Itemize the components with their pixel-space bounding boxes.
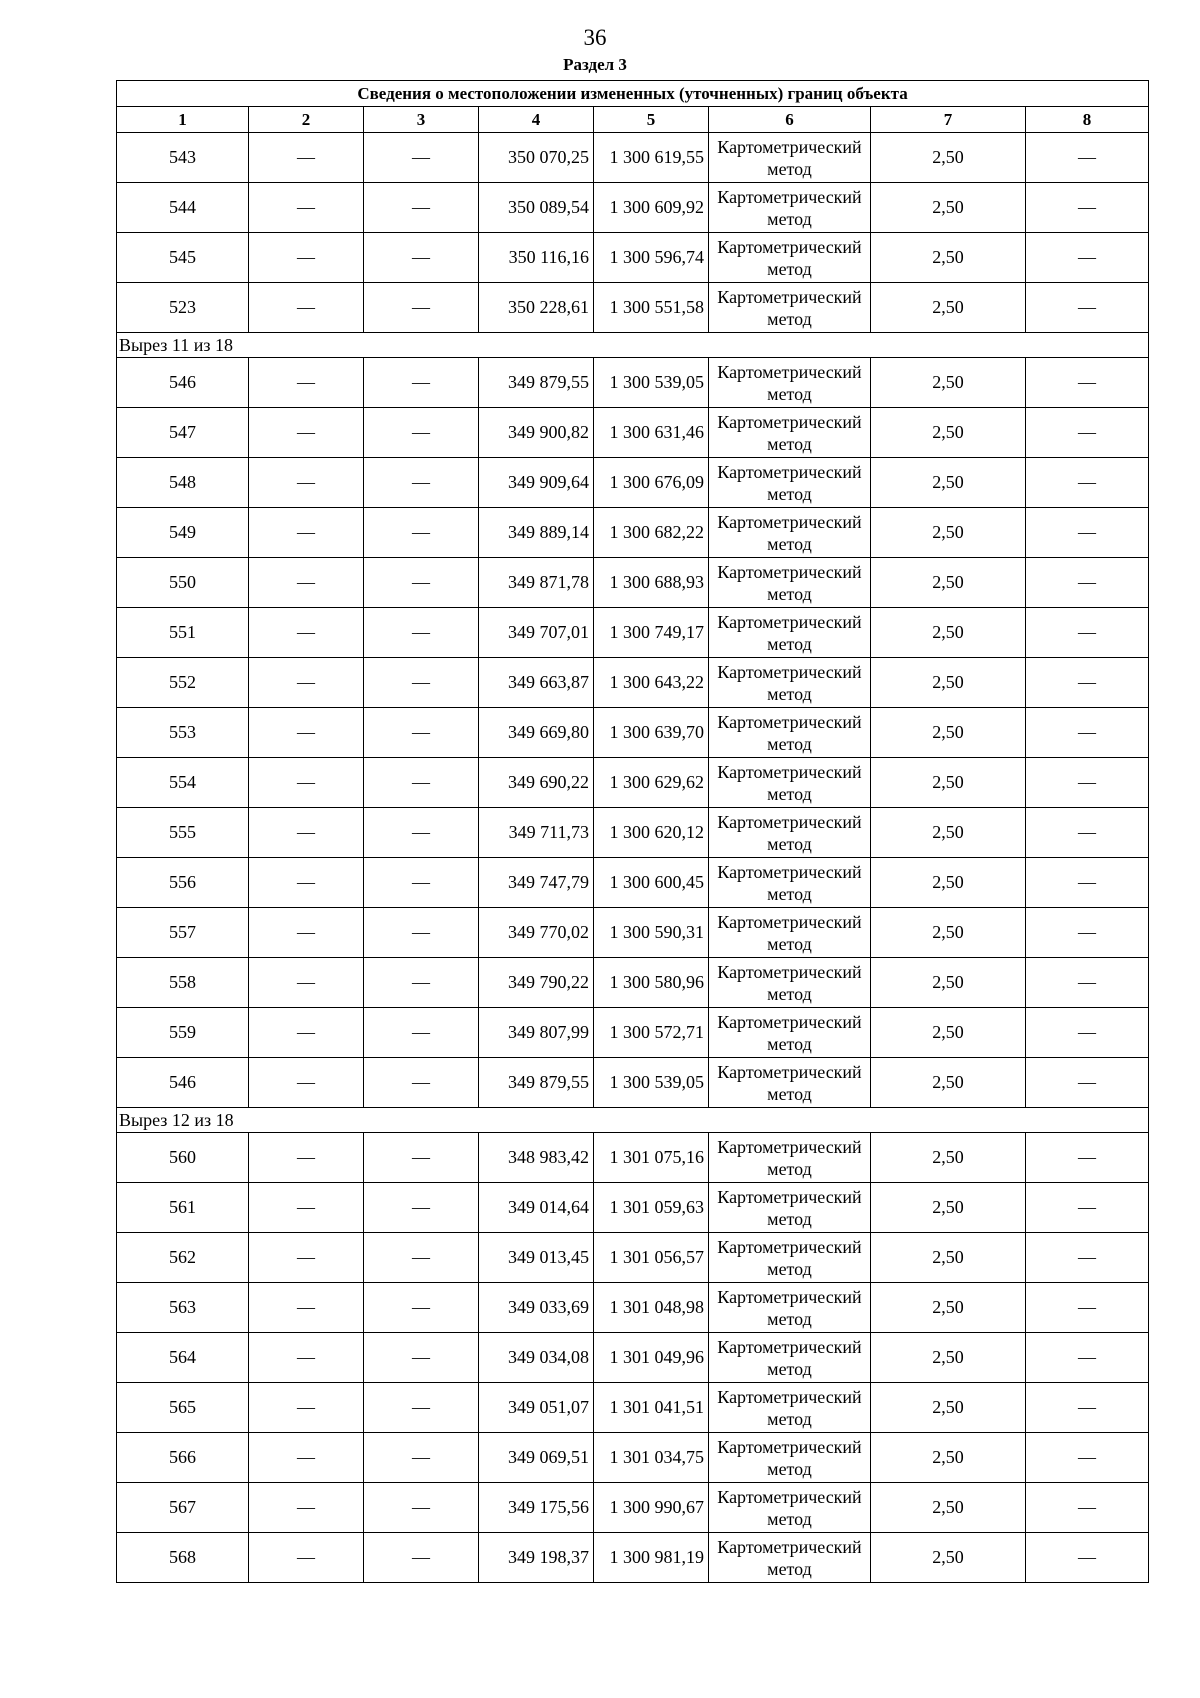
col8-cell: — <box>1026 1483 1149 1533</box>
point-number-cell: 564 <box>117 1333 249 1383</box>
table-row <box>117 658 1149 708</box>
x-coordinate-cell: 349 889,14 <box>479 508 594 558</box>
x-coordinate-cell: 349 663,87 <box>479 658 594 708</box>
column-header: 1 <box>117 107 249 133</box>
point-number-cell: 568 <box>117 1533 249 1583</box>
col8-cell: — <box>1026 608 1149 658</box>
x-coordinate-cell: 349 747,79 <box>479 858 594 908</box>
col3-cell: — <box>364 1283 479 1333</box>
col3-cell: — <box>364 808 479 858</box>
col8-cell: — <box>1026 1433 1149 1483</box>
y-coordinate-cell: 1 300 590,31 <box>594 908 709 958</box>
col3-cell: — <box>364 1433 479 1483</box>
col2-cell: — <box>249 1133 364 1183</box>
group-label-row <box>117 333 1149 358</box>
accuracy-cell: 2,50 <box>871 1283 1026 1333</box>
x-coordinate-cell: 349 034,08 <box>479 1333 594 1383</box>
col2-cell: — <box>249 558 364 608</box>
point-number-cell: 545 <box>117 233 249 283</box>
y-coordinate-cell: 1 301 034,75 <box>594 1433 709 1483</box>
col2-cell: — <box>249 1533 364 1583</box>
accuracy-cell: 2,50 <box>871 558 1026 608</box>
y-coordinate-cell: 1 300 990,67 <box>594 1483 709 1533</box>
accuracy-cell: 2,50 <box>871 1483 1026 1533</box>
table-row <box>117 1183 1149 1233</box>
point-number-cell: 561 <box>117 1183 249 1233</box>
y-coordinate-cell: 1 300 619,55 <box>594 133 709 183</box>
table-caption-row <box>117 81 1149 107</box>
method-cell: Картометрический метод <box>709 1433 871 1483</box>
x-coordinate-cell: 350 070,25 <box>479 133 594 183</box>
col2-cell: — <box>249 1183 364 1233</box>
accuracy-cell: 2,50 <box>871 608 1026 658</box>
point-number-cell: 546 <box>117 1058 249 1108</box>
table-row <box>117 1283 1149 1333</box>
x-coordinate-cell: 348 983,42 <box>479 1133 594 1183</box>
col2-cell: — <box>249 758 364 808</box>
col2-cell: — <box>249 958 364 1008</box>
x-coordinate-cell: 349 198,37 <box>479 1533 594 1583</box>
accuracy-cell: 2,50 <box>871 958 1026 1008</box>
accuracy-cell: 2,50 <box>871 183 1026 233</box>
accuracy-cell: 2,50 <box>871 1058 1026 1108</box>
x-coordinate-cell: 349 669,80 <box>479 708 594 758</box>
accuracy-cell: 2,50 <box>871 1433 1026 1483</box>
col3-cell: — <box>364 958 479 1008</box>
col8-cell: — <box>1026 808 1149 858</box>
method-cell: Картометрический метод <box>709 808 871 858</box>
col8-cell: — <box>1026 1533 1149 1583</box>
table-row <box>117 758 1149 808</box>
y-coordinate-cell: 1 301 049,96 <box>594 1333 709 1383</box>
col3-cell: — <box>364 1008 479 1058</box>
table-row <box>117 1483 1149 1533</box>
y-coordinate-cell: 1 300 600,45 <box>594 858 709 908</box>
table-row <box>117 908 1149 958</box>
method-cell: Картометрический метод <box>709 958 871 1008</box>
col3-cell: — <box>364 233 479 283</box>
table-row <box>117 608 1149 658</box>
method-cell: Картометрический метод <box>709 358 871 408</box>
point-number-cell: 550 <box>117 558 249 608</box>
x-coordinate-cell: 349 909,64 <box>479 458 594 508</box>
group-label: Вырез 11 из 18 <box>117 333 1149 358</box>
accuracy-cell: 2,50 <box>871 858 1026 908</box>
point-number-cell: 554 <box>117 758 249 808</box>
point-number-cell: 558 <box>117 958 249 1008</box>
point-number-cell: 563 <box>117 1283 249 1333</box>
col2-cell: — <box>249 1283 364 1333</box>
table-row <box>117 1133 1149 1183</box>
accuracy-cell: 2,50 <box>871 1333 1026 1383</box>
col3-cell: — <box>364 658 479 708</box>
x-coordinate-cell: 349 690,22 <box>479 758 594 808</box>
column-header-row <box>117 107 1149 133</box>
method-cell: Картометрический метод <box>709 283 871 333</box>
accuracy-cell: 2,50 <box>871 458 1026 508</box>
col8-cell: — <box>1026 133 1149 183</box>
accuracy-cell: 2,50 <box>871 1133 1026 1183</box>
col8-cell: — <box>1026 1133 1149 1183</box>
method-cell: Картометрический метод <box>709 1008 871 1058</box>
point-number-cell: 551 <box>117 608 249 658</box>
col2-cell: — <box>249 233 364 283</box>
table-row <box>117 1383 1149 1433</box>
col3-cell: — <box>364 358 479 408</box>
point-number-cell: 566 <box>117 1433 249 1483</box>
y-coordinate-cell: 1 300 620,12 <box>594 808 709 858</box>
accuracy-cell: 2,50 <box>871 283 1026 333</box>
point-number-cell: 548 <box>117 458 249 508</box>
y-coordinate-cell: 1 300 596,74 <box>594 233 709 283</box>
y-coordinate-cell: 1 300 609,92 <box>594 183 709 233</box>
col3-cell: — <box>364 1233 479 1283</box>
table-row <box>117 183 1149 233</box>
accuracy-cell: 2,50 <box>871 508 1026 558</box>
column-header: 2 <box>249 107 364 133</box>
col2-cell: — <box>249 1058 364 1108</box>
method-cell: Картометрический метод <box>709 1333 871 1383</box>
table-row <box>117 808 1149 858</box>
x-coordinate-cell: 349 069,51 <box>479 1433 594 1483</box>
col8-cell: — <box>1026 558 1149 608</box>
col3-cell: — <box>364 758 479 808</box>
col2-cell: — <box>249 858 364 908</box>
x-coordinate-cell: 349 051,07 <box>479 1383 594 1433</box>
point-number-cell: 557 <box>117 908 249 958</box>
accuracy-cell: 2,50 <box>871 658 1026 708</box>
col2-cell: — <box>249 358 364 408</box>
column-header: 4 <box>479 107 594 133</box>
col8-cell: — <box>1026 358 1149 408</box>
column-header: 3 <box>364 107 479 133</box>
x-coordinate-cell: 349 879,55 <box>479 358 594 408</box>
col8-cell: — <box>1026 958 1149 1008</box>
y-coordinate-cell: 1 300 981,19 <box>594 1533 709 1583</box>
x-coordinate-cell: 349 807,99 <box>479 1008 594 1058</box>
y-coordinate-cell: 1 300 682,22 <box>594 508 709 558</box>
col2-cell: — <box>249 408 364 458</box>
x-coordinate-cell: 349 900,82 <box>479 408 594 458</box>
col3-cell: — <box>364 1483 479 1533</box>
point-number-cell: 555 <box>117 808 249 858</box>
col3-cell: — <box>364 508 479 558</box>
point-number-cell: 543 <box>117 133 249 183</box>
col2-cell: — <box>249 508 364 558</box>
method-cell: Картометрический метод <box>709 458 871 508</box>
col8-cell: — <box>1026 658 1149 708</box>
method-cell: Картометрический метод <box>709 233 871 283</box>
col8-cell: — <box>1026 708 1149 758</box>
group-label-row <box>117 1108 1149 1133</box>
accuracy-cell: 2,50 <box>871 758 1026 808</box>
table-caption: Сведения о местоположении измененных (уточненных) границ объекта <box>117 81 1149 107</box>
method-cell: Картометрический метод <box>709 133 871 183</box>
section-title: Раздел 3 <box>563 55 627 74</box>
column-header: 7 <box>871 107 1026 133</box>
col2-cell: — <box>249 1233 364 1283</box>
col3-cell: — <box>364 558 479 608</box>
accuracy-cell: 2,50 <box>871 808 1026 858</box>
accuracy-cell: 2,50 <box>871 358 1026 408</box>
y-coordinate-cell: 1 301 075,16 <box>594 1133 709 1183</box>
col3-cell: — <box>364 1058 479 1108</box>
x-coordinate-cell: 350 116,16 <box>479 233 594 283</box>
x-coordinate-cell: 350 228,61 <box>479 283 594 333</box>
accuracy-cell: 2,50 <box>871 1008 1026 1058</box>
point-number-cell: 547 <box>117 408 249 458</box>
point-number-cell: 546 <box>117 358 249 408</box>
method-cell: Картометрический метод <box>709 908 871 958</box>
method-cell: Картометрический метод <box>709 1233 871 1283</box>
point-number-cell: 559 <box>117 1008 249 1058</box>
col2-cell: — <box>249 1383 364 1433</box>
table-row <box>117 858 1149 908</box>
table-row <box>117 458 1149 508</box>
method-cell: Картометрический метод <box>709 1283 871 1333</box>
x-coordinate-cell: 349 879,55 <box>479 1058 594 1108</box>
method-cell: Картометрический метод <box>709 1533 871 1583</box>
point-number-cell: 567 <box>117 1483 249 1533</box>
col2-cell: — <box>249 708 364 758</box>
y-coordinate-cell: 1 300 639,70 <box>594 708 709 758</box>
column-header: 6 <box>709 107 871 133</box>
col8-cell: — <box>1026 408 1149 458</box>
x-coordinate-cell: 349 707,01 <box>479 608 594 658</box>
accuracy-cell: 2,50 <box>871 233 1026 283</box>
x-coordinate-cell: 350 089,54 <box>479 183 594 233</box>
table-row <box>117 1433 1149 1483</box>
col2-cell: — <box>249 608 364 658</box>
col2-cell: — <box>249 283 364 333</box>
y-coordinate-cell: 1 300 629,62 <box>594 758 709 808</box>
col8-cell: — <box>1026 758 1149 808</box>
col2-cell: — <box>249 658 364 708</box>
point-number-cell: 565 <box>117 1383 249 1433</box>
y-coordinate-cell: 1 300 643,22 <box>594 658 709 708</box>
method-cell: Картометрический метод <box>709 658 871 708</box>
point-number-cell: 562 <box>117 1233 249 1283</box>
col3-cell: — <box>364 1333 479 1383</box>
table-row <box>117 708 1149 758</box>
table-row <box>117 1058 1149 1108</box>
y-coordinate-cell: 1 300 676,09 <box>594 458 709 508</box>
col8-cell: — <box>1026 1283 1149 1333</box>
col8-cell: — <box>1026 183 1149 233</box>
col3-cell: — <box>364 1183 479 1233</box>
y-coordinate-cell: 1 301 041,51 <box>594 1383 709 1433</box>
table-row <box>117 1533 1149 1583</box>
accuracy-cell: 2,50 <box>871 1233 1026 1283</box>
x-coordinate-cell: 349 790,22 <box>479 958 594 1008</box>
method-cell: Картометрический метод <box>709 858 871 908</box>
y-coordinate-cell: 1 300 539,05 <box>594 358 709 408</box>
col2-cell: — <box>249 458 364 508</box>
method-cell: Картометрический метод <box>709 608 871 658</box>
y-coordinate-cell: 1 300 631,46 <box>594 408 709 458</box>
method-cell: Картометрический метод <box>709 1058 871 1108</box>
col3-cell: — <box>364 183 479 233</box>
table-row <box>117 233 1149 283</box>
col2-cell: — <box>249 1008 364 1058</box>
column-header: 8 <box>1026 107 1149 133</box>
x-coordinate-cell: 349 013,45 <box>479 1233 594 1283</box>
col3-cell: — <box>364 283 479 333</box>
point-number-cell: 556 <box>117 858 249 908</box>
y-coordinate-cell: 1 300 539,05 <box>594 1058 709 1108</box>
method-cell: Картометрический метод <box>709 708 871 758</box>
table-row <box>117 1333 1149 1383</box>
method-cell: Картометрический метод <box>709 1383 871 1433</box>
y-coordinate-cell: 1 300 572,71 <box>594 1008 709 1058</box>
col8-cell: — <box>1026 1333 1149 1383</box>
point-number-cell: 549 <box>117 508 249 558</box>
group-label: Вырез 12 из 18 <box>117 1108 1149 1133</box>
point-number-cell: 560 <box>117 1133 249 1183</box>
x-coordinate-cell: 349 175,56 <box>479 1483 594 1533</box>
col2-cell: — <box>249 908 364 958</box>
col3-cell: — <box>364 1133 479 1183</box>
col3-cell: — <box>364 608 479 658</box>
col8-cell: — <box>1026 1183 1149 1233</box>
accuracy-cell: 2,50 <box>871 1183 1026 1233</box>
y-coordinate-cell: 1 300 551,58 <box>594 283 709 333</box>
col3-cell: — <box>364 1383 479 1433</box>
table-row <box>117 558 1149 608</box>
method-cell: Картометрический метод <box>709 1183 871 1233</box>
point-number-cell: 544 <box>117 183 249 233</box>
col3-cell: — <box>364 458 479 508</box>
method-cell: Картометрический метод <box>709 508 871 558</box>
col2-cell: — <box>249 133 364 183</box>
col8-cell: — <box>1026 283 1149 333</box>
col3-cell: — <box>364 133 479 183</box>
method-cell: Картометрический метод <box>709 1483 871 1533</box>
table-row <box>117 508 1149 558</box>
accuracy-cell: 2,50 <box>871 408 1026 458</box>
col2-cell: — <box>249 1433 364 1483</box>
x-coordinate-cell: 349 770,02 <box>479 908 594 958</box>
y-coordinate-cell: 1 300 688,93 <box>594 558 709 608</box>
accuracy-cell: 2,50 <box>871 1533 1026 1583</box>
x-coordinate-cell: 349 014,64 <box>479 1183 594 1233</box>
method-cell: Картометрический метод <box>709 1133 871 1183</box>
col8-cell: — <box>1026 1008 1149 1058</box>
table-row <box>117 1008 1149 1058</box>
accuracy-cell: 2,50 <box>871 133 1026 183</box>
col2-cell: — <box>249 1333 364 1383</box>
accuracy-cell: 2,50 <box>871 708 1026 758</box>
col3-cell: — <box>364 408 479 458</box>
col8-cell: — <box>1026 858 1149 908</box>
col8-cell: — <box>1026 458 1149 508</box>
table-row <box>117 283 1149 333</box>
column-header: 5 <box>594 107 709 133</box>
method-cell: Картометрический метод <box>709 558 871 608</box>
page-number: 36 <box>583 25 607 50</box>
x-coordinate-cell: 349 033,69 <box>479 1283 594 1333</box>
col2-cell: — <box>249 808 364 858</box>
accuracy-cell: 2,50 <box>871 908 1026 958</box>
point-number-cell: 553 <box>117 708 249 758</box>
col8-cell: — <box>1026 1383 1149 1433</box>
col8-cell: — <box>1026 508 1149 558</box>
point-number-cell: 523 <box>117 283 249 333</box>
col2-cell: — <box>249 183 364 233</box>
table-row <box>117 408 1149 458</box>
point-number-cell: 552 <box>117 658 249 708</box>
method-cell: Картометрический метод <box>709 408 871 458</box>
table-row <box>117 133 1149 183</box>
col3-cell: — <box>364 1533 479 1583</box>
col8-cell: — <box>1026 1058 1149 1108</box>
method-cell: Картометрический метод <box>709 758 871 808</box>
y-coordinate-cell: 1 300 749,17 <box>594 608 709 658</box>
x-coordinate-cell: 349 871,78 <box>479 558 594 608</box>
boundary-coordinates-table <box>116 80 1149 1583</box>
col3-cell: — <box>364 858 479 908</box>
x-coordinate-cell: 349 711,73 <box>479 808 594 858</box>
method-cell: Картометрический метод <box>709 183 871 233</box>
table-row <box>117 358 1149 408</box>
col8-cell: — <box>1026 1233 1149 1283</box>
col2-cell: — <box>249 1483 364 1533</box>
y-coordinate-cell: 1 301 059,63 <box>594 1183 709 1233</box>
col3-cell: — <box>364 908 479 958</box>
y-coordinate-cell: 1 301 048,98 <box>594 1283 709 1333</box>
accuracy-cell: 2,50 <box>871 1383 1026 1433</box>
col3-cell: — <box>364 708 479 758</box>
y-coordinate-cell: 1 300 580,96 <box>594 958 709 1008</box>
table-row <box>117 1233 1149 1283</box>
col8-cell: — <box>1026 233 1149 283</box>
y-coordinate-cell: 1 301 056,57 <box>594 1233 709 1283</box>
table-row <box>117 958 1149 1008</box>
col8-cell: — <box>1026 908 1149 958</box>
